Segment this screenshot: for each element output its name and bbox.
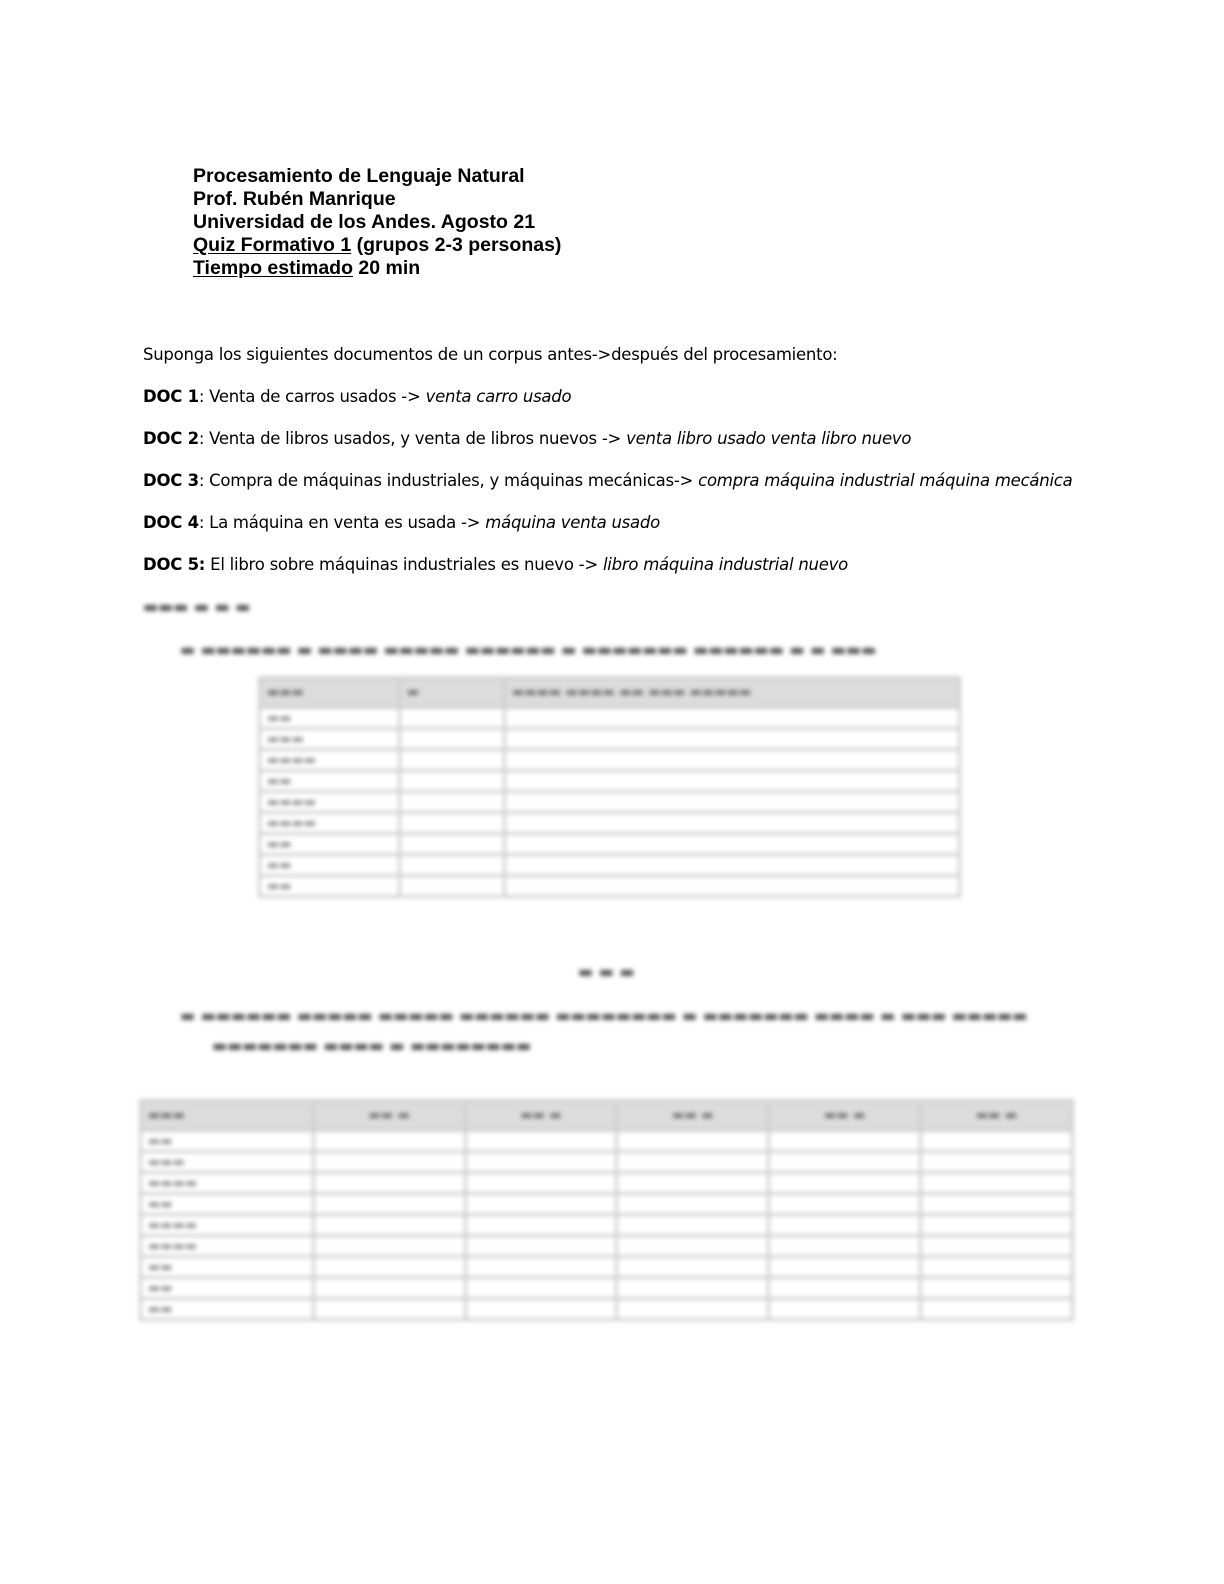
table-row: ▬▬▬▬ bbox=[141, 1173, 1073, 1194]
table-row: ▬▬ bbox=[141, 1299, 1073, 1320]
time-line bbox=[193, 257, 561, 280]
blurred-question-2: ▬ ▬▬▬▬▬▬ ▬▬▬▬▬ ▬▬▬▬▬ ▬▬▬▬▬▬ ▬▬▬▬▬▬▬▬ ▬ ▬▬▬▬▬▬▬ ▬▬▬▬ ▬ ▬▬▬ ▬▬▬▬▬ bbox=[180, 1006, 1028, 1025]
time-value: 20 min bbox=[353, 257, 421, 279]
doc-separator: : bbox=[198, 513, 210, 532]
blurred-formula: ▬ ▬ ▬ bbox=[578, 962, 635, 981]
doc-processed: venta carro usado bbox=[425, 387, 572, 406]
table-row: ▬▬ bbox=[260, 855, 960, 876]
table-row: ▬▬▬▬ bbox=[260, 813, 960, 834]
table-row: ▬▬ bbox=[260, 771, 960, 792]
blurred-table-1 bbox=[258, 676, 961, 898]
quiz-line bbox=[193, 234, 561, 257]
doc-line bbox=[143, 387, 571, 406]
doc-original: La máquina en venta es usada -> bbox=[209, 513, 486, 532]
table-row: ▬▬▬▬ bbox=[260, 792, 960, 813]
quiz-label: Quiz Formativo 1 bbox=[193, 234, 352, 256]
table-row: ▬▬▬ bbox=[260, 729, 960, 750]
doc-original: Venta de libros usados, y venta de libros nuevos -> bbox=[209, 429, 627, 448]
doc-label: DOC 1 bbox=[143, 387, 199, 406]
doc-original: Compra de máquinas industriales, y máquinas mecánicas-> bbox=[209, 471, 699, 490]
university-date: Universidad de los Andes. Agosto 21 bbox=[193, 211, 536, 233]
table-row: ▬▬ bbox=[141, 1257, 1073, 1278]
table-row: ▬▬▬ bbox=[141, 1152, 1073, 1173]
doc-line bbox=[143, 429, 911, 448]
blurred-table-2 bbox=[139, 1099, 1074, 1321]
doc-label: DOC 3 bbox=[143, 471, 199, 490]
blurred-question-2-cont: ▬▬▬▬▬▬▬ ▬▬▬▬ ▬ ▬▬▬▬▬▬▬▬ bbox=[212, 1036, 532, 1055]
quiz-groups: (grupos 2-3 personas) bbox=[351, 234, 562, 256]
blurred-text: ▬▬▬ ▬ ▬ ▬ bbox=[143, 597, 251, 616]
time-label: Tiempo estimado bbox=[193, 257, 354, 279]
table-row: ▬▬ bbox=[141, 1278, 1073, 1299]
doc-original: El libro sobre máquinas industriales es nuevo -> bbox=[210, 555, 603, 574]
table-row: ▬▬ bbox=[260, 834, 960, 855]
professor-name: Prof. Rubén Manrique bbox=[193, 188, 396, 210]
doc-separator: : bbox=[198, 429, 210, 448]
doc-label: DOC 4 bbox=[143, 513, 199, 532]
table-header-row: ▬▬▬ ▬▬ ▬ ▬▬ ▬ ▬▬ ▬ ▬▬ ▬ ▬▬ ▬ bbox=[141, 1101, 1073, 1131]
doc-label: DOC 2 bbox=[143, 429, 199, 448]
doc-separator: : bbox=[198, 471, 210, 490]
table-row: ▬▬ bbox=[141, 1131, 1073, 1152]
doc-processed: venta libro usado venta libro nuevo bbox=[626, 429, 912, 448]
doc-processed: compra máquina industrial máquina mecánica bbox=[698, 471, 1073, 490]
table-header-row: ▬▬▬ ▬ ▬▬▬▬ ▬▬▬▬ ▬▬ ▬▬▬ ▬▬▬▬▬ bbox=[260, 678, 960, 708]
quiz-header bbox=[193, 165, 561, 280]
table-row: ▬▬▬▬ bbox=[141, 1215, 1073, 1236]
table-row: ▬▬▬▬ bbox=[141, 1236, 1073, 1257]
doc-label: DOC 5: bbox=[143, 555, 206, 574]
doc-separator: : bbox=[198, 387, 210, 406]
table-row: ▬▬▬▬ bbox=[260, 750, 960, 771]
doc-line bbox=[143, 471, 1072, 490]
doc-line bbox=[143, 555, 848, 574]
doc-original: Venta de carros usados -> bbox=[209, 387, 426, 406]
table-row: ▬▬ bbox=[260, 708, 960, 729]
table-row: ▬▬ bbox=[260, 876, 960, 897]
blurred-question-1: ▬ ▬▬▬▬▬▬ ▬ ▬▬▬▬ ▬▬▬▬▬ ▬▬▬▬▬▬ ▬ ▬▬▬▬▬▬▬ ▬▬▬▬▬▬ ▬ ▬ ▬▬▬ bbox=[180, 640, 877, 659]
table-row: ▬▬ bbox=[141, 1194, 1073, 1215]
doc-processed: máquina venta usado bbox=[485, 513, 660, 532]
course-title: Procesamiento de Lenguaje Natural bbox=[193, 165, 525, 187]
doc-line bbox=[143, 513, 660, 532]
doc-processed: libro máquina industrial nuevo bbox=[602, 555, 849, 574]
intro-text: Suponga los siguientes documentos de un corpus antes->después del procesamiento: bbox=[143, 345, 838, 364]
